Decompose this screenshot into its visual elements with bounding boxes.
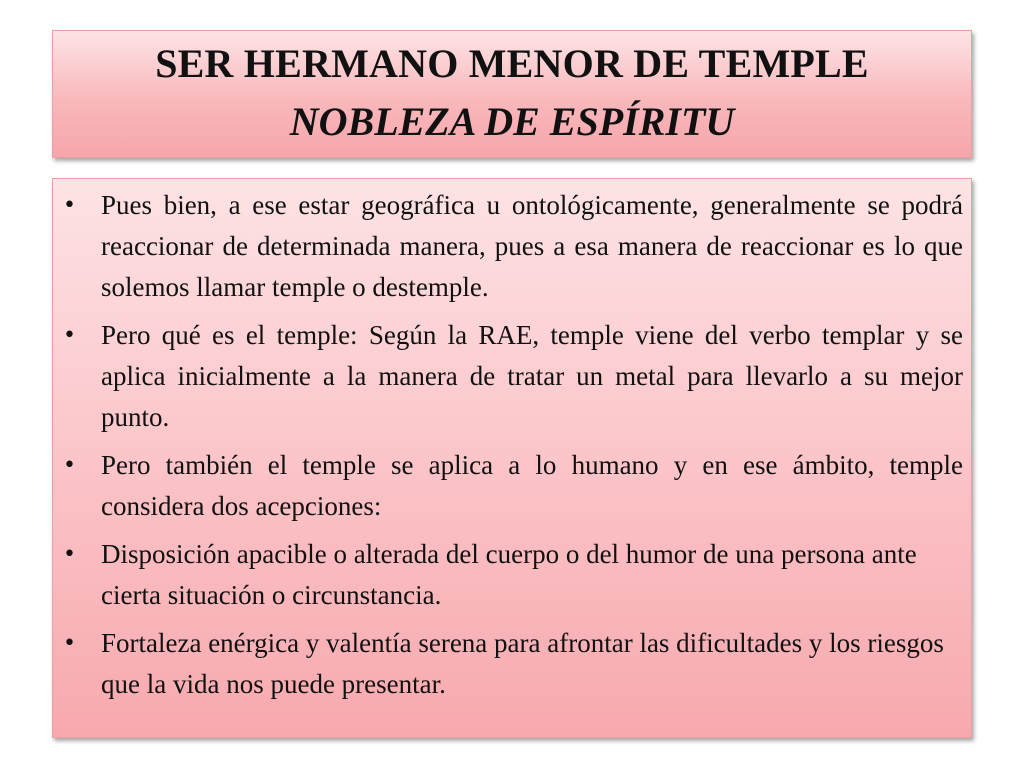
bullet-text: Pero también el temple se aplica a lo humano y en ese ámbito, temple considera dos acepciones: [101, 450, 963, 521]
bullet-text: Disposición apacible o alterada del cuerpo o del humor de una persona ante cierta situación o circunstancia. [101, 539, 917, 610]
content-box [52, 178, 972, 738]
bullet-item [53, 185, 971, 308]
bullet-item [53, 623, 971, 705]
bullet-dot-icon: • [63, 542, 76, 567]
bullet-list [53, 185, 971, 712]
bullet-text: Pues bien, a ese estar geográfica u ontológicamente, generalmente se podrá reaccionar de determinada manera, pues a esa manera de reaccionar es lo que solemos llamar temple o destemple. [101, 190, 963, 302]
slide-title: SER HERMANO MENOR DE TEMPLE [155, 41, 869, 86]
bullet-dot-icon: • [63, 323, 76, 348]
bullet-text: Pero qué es el temple: Según la RAE, temple viene del verbo templar y se aplica inicialmente a la manera de tratar un metal para llevarlo a su mejor punto. [101, 320, 963, 432]
bullet-dot-icon: • [63, 193, 76, 218]
bullet-item [53, 534, 971, 616]
bullet-dot-icon: • [63, 453, 76, 478]
slide-subtitle: NOBLEZA DE ESPÍRITU [289, 99, 735, 144]
bullet-item [53, 315, 971, 438]
bullet-dot-icon: • [63, 631, 76, 656]
title-box [52, 30, 972, 158]
bullet-text: Fortaleza enérgica y valentía serena para afrontar las dificultades y los riesgos que la vida nos puede presentar. [101, 628, 944, 699]
bullet-item [53, 445, 971, 527]
